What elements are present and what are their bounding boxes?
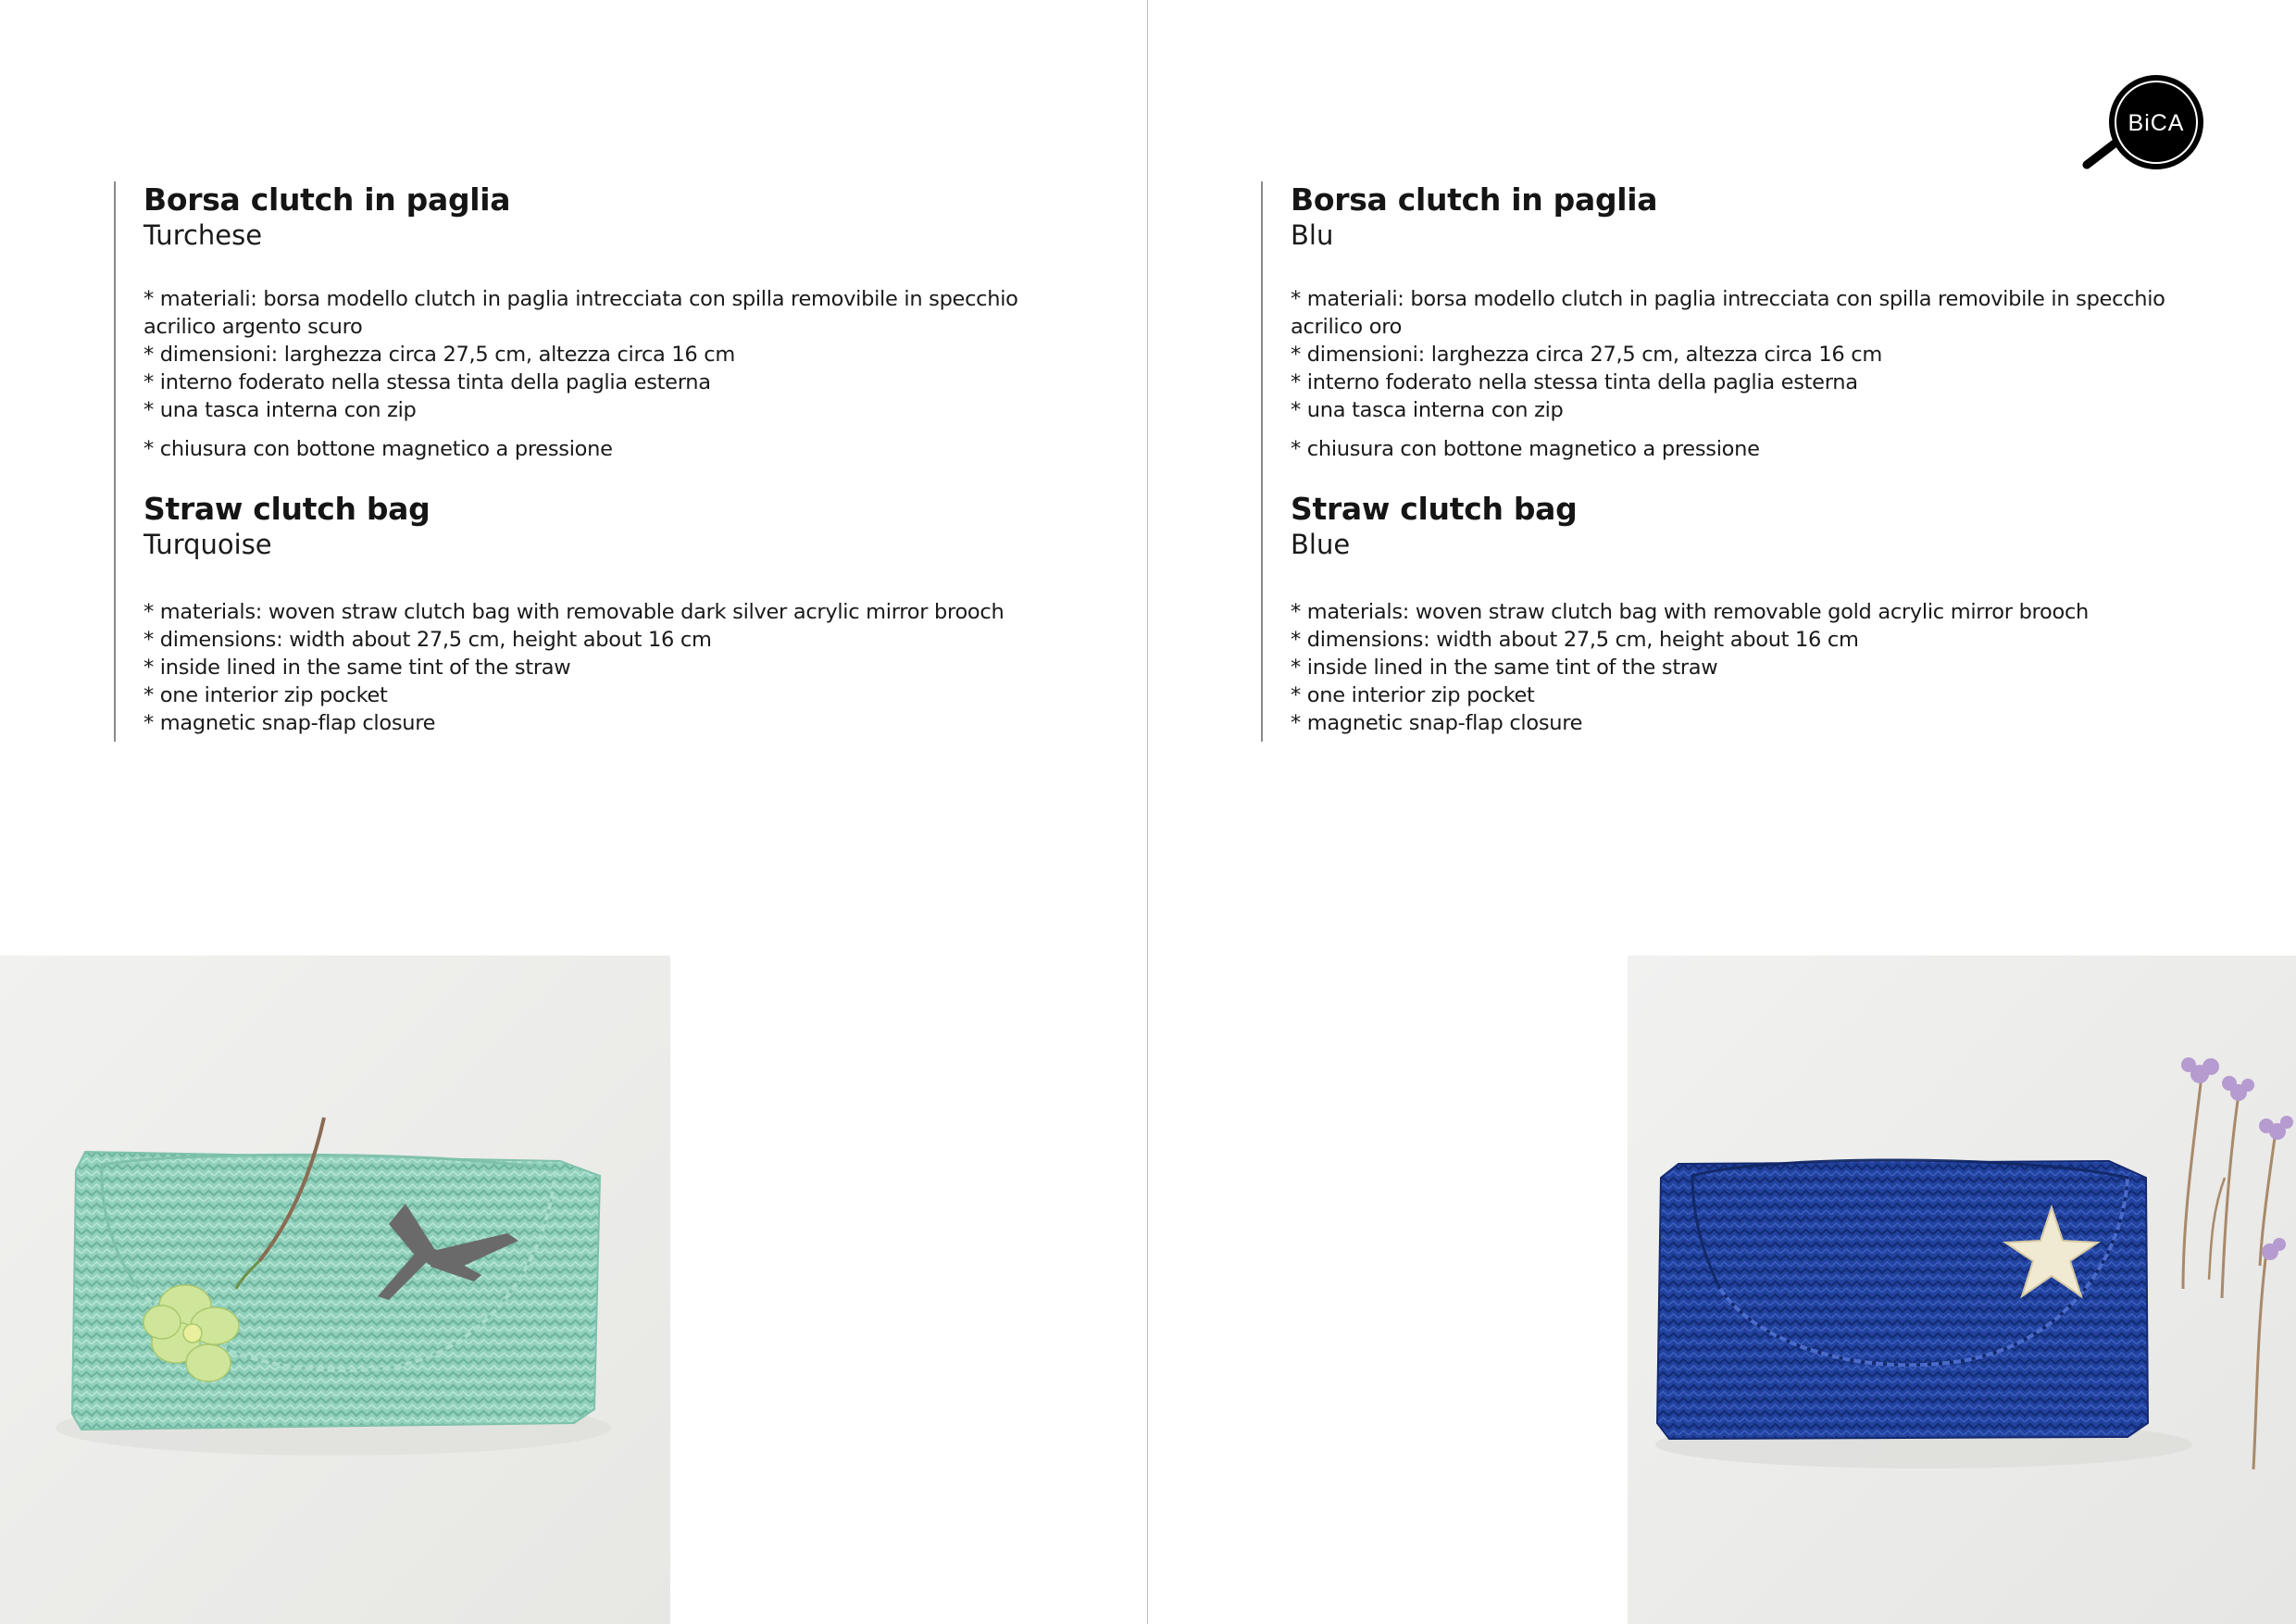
spec-line: * inside lined in the same tint of the straw xyxy=(144,656,571,680)
spec-line: * interno foderato nella stessa tinta della paglia esterna xyxy=(144,370,711,394)
spec-line: * magnetic snap-flap closure xyxy=(1291,711,1583,735)
right-content xyxy=(1291,181,2179,737)
spec-line: * dimensions: width about 27,5 cm, height about 16 cm xyxy=(1291,628,1859,652)
spec-line: * una tasca interna con zip xyxy=(1291,398,1564,422)
spec-line: * interno foderato nella stessa tinta della paglia esterna xyxy=(1291,370,1858,394)
right-english-block xyxy=(1291,491,2179,737)
spec-line: * one interior zip pocket xyxy=(1291,683,1535,707)
left-vertical-rule xyxy=(114,181,116,742)
right-vertical-rule xyxy=(1261,181,1263,742)
spec-line: * chiusura con bottone magnetico a pressione xyxy=(1291,437,1760,461)
right-italian-block xyxy=(1291,181,2179,463)
spec-line: * materials: woven straw clutch bag with removable gold acrylic mirror brooch xyxy=(1291,600,2089,624)
left-title-english: Straw clutch bag xyxy=(144,491,430,527)
right-page xyxy=(1148,0,2296,1624)
spec-line: * materials: woven straw clutch bag with removable dark silver acrylic mirror brooch xyxy=(144,600,1004,624)
spec-line: * una tasca interna con zip xyxy=(144,398,417,422)
left-specs-english xyxy=(144,598,1032,737)
right-color-italian: Blu xyxy=(1291,219,1334,251)
left-content xyxy=(144,181,1032,737)
left-specs-italian xyxy=(144,285,1032,463)
spec-line: * inside lined in the same tint of the straw xyxy=(1291,656,1718,680)
left-italian-block xyxy=(144,181,1032,463)
spec-line: * one interior zip pocket xyxy=(144,683,388,707)
right-color-english: Blue xyxy=(1291,529,1351,560)
right-title-english: Straw clutch bag xyxy=(1291,491,1578,527)
spec-line: * magnetic snap-flap closure xyxy=(144,711,436,735)
right-specs-italian xyxy=(1291,285,2179,463)
spec-line: * materiali: borsa modello clutch in paglia intrecciata con spilla removibile in specchio xyxy=(1291,287,2165,311)
turquoise-clutch-photo xyxy=(0,956,670,1624)
bica-logo xyxy=(2081,74,2206,171)
spec-line: * dimensioni: larghezza circa 27,5 cm, altezza circa 16 cm xyxy=(1291,343,1882,367)
left-title-italian: Borsa clutch in paglia xyxy=(144,181,511,218)
spec-line: acrilico oro xyxy=(1291,315,1403,339)
spec-line: * dimensioni: larghezza circa 27,5 cm, altezza circa 16 cm xyxy=(144,343,735,367)
logo-text: BiCA xyxy=(2128,110,2185,136)
right-specs-english xyxy=(1291,598,2179,737)
left-color-italian: Turchese xyxy=(144,219,263,251)
left-color-english: Turquoise xyxy=(144,529,272,560)
right-title-italian: Borsa clutch in paglia xyxy=(1291,181,1658,218)
left-english-block xyxy=(144,491,1032,737)
spec-line: * chiusura con bottone magnetico a pressione xyxy=(144,437,613,461)
spec-line: * dimensions: width about 27,5 cm, height about 16 cm xyxy=(144,628,712,652)
blue-clutch-photo xyxy=(1628,956,2296,1624)
spec-line: * materiali: borsa modello clutch in paglia intrecciata con spilla removibile in specchio xyxy=(144,287,1018,311)
spec-line: acrilico argento scuro xyxy=(144,315,363,339)
